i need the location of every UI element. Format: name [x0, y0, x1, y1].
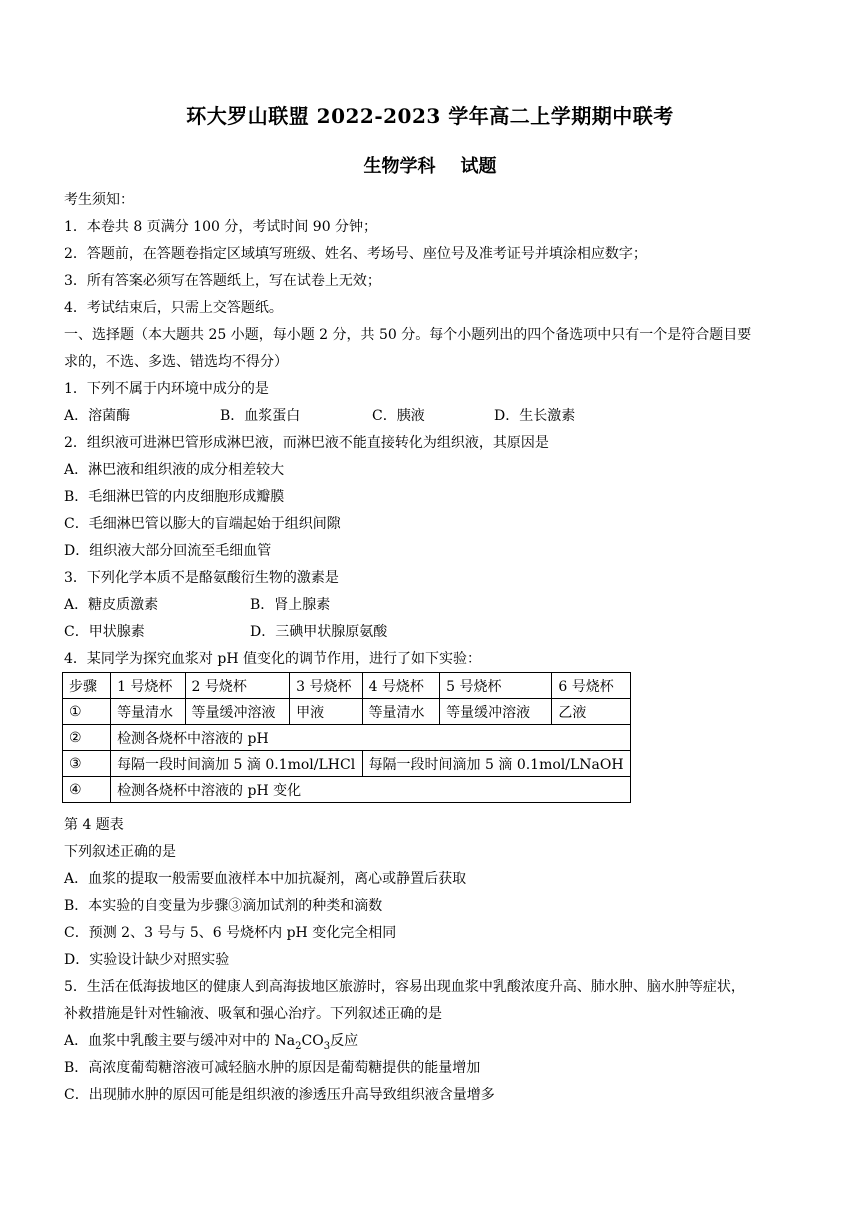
table-cell: 甲液 [290, 699, 362, 725]
table-header-cell: 3 号烧杯 [290, 673, 362, 699]
q5-option-a-text: A．血浆中乳酸主要与缓冲对中的 Na [64, 1033, 296, 1049]
table-row [63, 777, 631, 803]
question-1-stem: 1．下列不属于内环境中成分的是 [64, 381, 269, 397]
q1-option-d: D．生长激素 [494, 408, 576, 424]
q4-option-d: D．实验设计缺少对照实验 [64, 952, 230, 968]
table-cell: 检测各烧杯中溶液的 pH 变化 [111, 777, 631, 803]
q3-option-c: C．甲状腺素 [64, 624, 145, 640]
experiment-table [62, 672, 631, 803]
table-cell: 每隔一段时间滴加 5 滴 0.1mol/LHCl [111, 751, 363, 777]
q4-option-a: A．血浆的提取一般需要血液样本中加抗凝剂，离心或静置后获取 [64, 871, 467, 887]
q3-option-b: B．肾上腺素 [250, 597, 331, 613]
table-cell: ② [63, 725, 111, 751]
subscript: 2 [295, 1040, 302, 1052]
exam-subtitle: 生物学科 试题 [363, 156, 497, 177]
table-caption: 第 4 题表 [64, 817, 124, 833]
table-cell: 检测各烧杯中溶液的 pH [111, 725, 631, 751]
q4-option-b: B．本实验的自变量为步骤③滴加试剂的种类和滴数 [64, 898, 383, 914]
q2-option-c: C．毛细淋巴管以膨大的盲端起始于组织间隙 [64, 516, 341, 532]
question-2-stem: 2．组织液可进淋巴管形成淋巴液，而淋巴液不能直接转化为组织液，其原因是 [64, 435, 549, 451]
table-row [63, 699, 631, 725]
table-header-cell: 步骤 [63, 673, 111, 699]
q5-option-a [64, 1031, 358, 1057]
q5-option-a-tail: 反应 [330, 1033, 359, 1049]
table-cell: 等量清水 [362, 699, 440, 725]
q1-option-a: A．溶菌酶 [64, 408, 131, 424]
table-header-cell: 5 号烧杯 [440, 673, 552, 699]
notice-heading: 考生须知： [64, 192, 134, 208]
notice-item: 3．所有答案必须写在答题纸上，写在试卷上无效； [64, 273, 381, 289]
question-4-stem: 4．某同学为探究血浆对 pH 值变化的调节作用，进行了如下实验： [64, 651, 481, 667]
q5-option-a-formula: CO [301, 1033, 324, 1049]
table-cell: ④ [63, 777, 111, 803]
notice-item: 1．本卷共 8 页满分 100 分，考试时间 90 分钟； [64, 219, 378, 235]
question-5-stem-cont: 补救措施是针对性输液、吸氧和强心治疗。下列叙述正确的是 [64, 1006, 442, 1022]
section-heading-cont: 求的，不选、多选、错选均不得分） [64, 354, 288, 370]
table-row [63, 725, 631, 751]
q5-option-c: C．出现肺水肿的原因可能是组织液的渗透压升高导致组织液含量增多 [64, 1087, 495, 1103]
q4-option-c: C．预测 2、3 号与 5、6 号烧杯内 pH 变化完全相同 [64, 925, 397, 941]
table-cell: ① [63, 699, 111, 725]
exam-title: 环大罗山联盟 2022-2023 学年高二上学期期中联考 [186, 104, 674, 128]
q1-option-c: C．胰液 [372, 408, 425, 424]
table-row [63, 751, 631, 777]
table-cell: 乙液 [552, 699, 631, 725]
subscript: 3 [323, 1040, 331, 1052]
notice-item: 4．考试结束后，只需上交答题纸。 [64, 300, 283, 316]
table-cell: 等量缓冲溶液 [185, 699, 290, 725]
table-cell: 每隔一段时间滴加 5 滴 0.1mol/LNaOH [362, 751, 630, 777]
q2-option-d: D．组织液大部分回流至毛细血管 [64, 543, 272, 559]
table-header-cell: 6 号烧杯 [552, 673, 631, 699]
question-5-stem: 5．生活在低海拔地区的健康人到高海拔地区旅游时，容易出现血浆中乳酸浓度升高、肺水肿、脑水肿等症状， [64, 979, 745, 995]
q3-option-a: A．糖皮质激素 [64, 597, 159, 613]
table-cell: ③ [63, 751, 111, 777]
table-header-row [63, 673, 631, 699]
question-3-stem: 3．下列化学本质不是酪氨酸衍生物的激素是 [64, 570, 339, 586]
question-4-prompt: 下列叙述正确的是 [64, 844, 176, 860]
notice-item: 2．答题前，在答题卷指定区域填写班级、姓名、考场号、座位号及准考证号并填涂相应数字； [64, 246, 647, 262]
table-header-cell: 1 号烧杯 [111, 673, 185, 699]
q3-option-d: D．三碘甲状腺原氨酸 [250, 624, 388, 640]
table-header-cell: 2 号烧杯 [185, 673, 290, 699]
q2-option-b: B．毛细淋巴管的内皮细胞形成瓣膜 [64, 489, 285, 505]
table-header-cell: 4 号烧杯 [362, 673, 440, 699]
table-cell: 等量清水 [111, 699, 185, 725]
q2-option-a: A．淋巴液和组织液的成分相差较大 [64, 462, 285, 478]
q1-option-b: B．血浆蛋白 [220, 408, 301, 424]
section-heading: 一、选择题（本大题共 25 小题，每小题 2 分，共 50 分。每个小题列出的四个备选项中只有一个是符合题目要 [64, 327, 752, 343]
table-cell: 等量缓冲溶液 [440, 699, 552, 725]
q5-option-b: B．高浓度葡萄糖溶液可减轻脑水肿的原因是葡萄糖提供的能量增加 [64, 1060, 481, 1076]
